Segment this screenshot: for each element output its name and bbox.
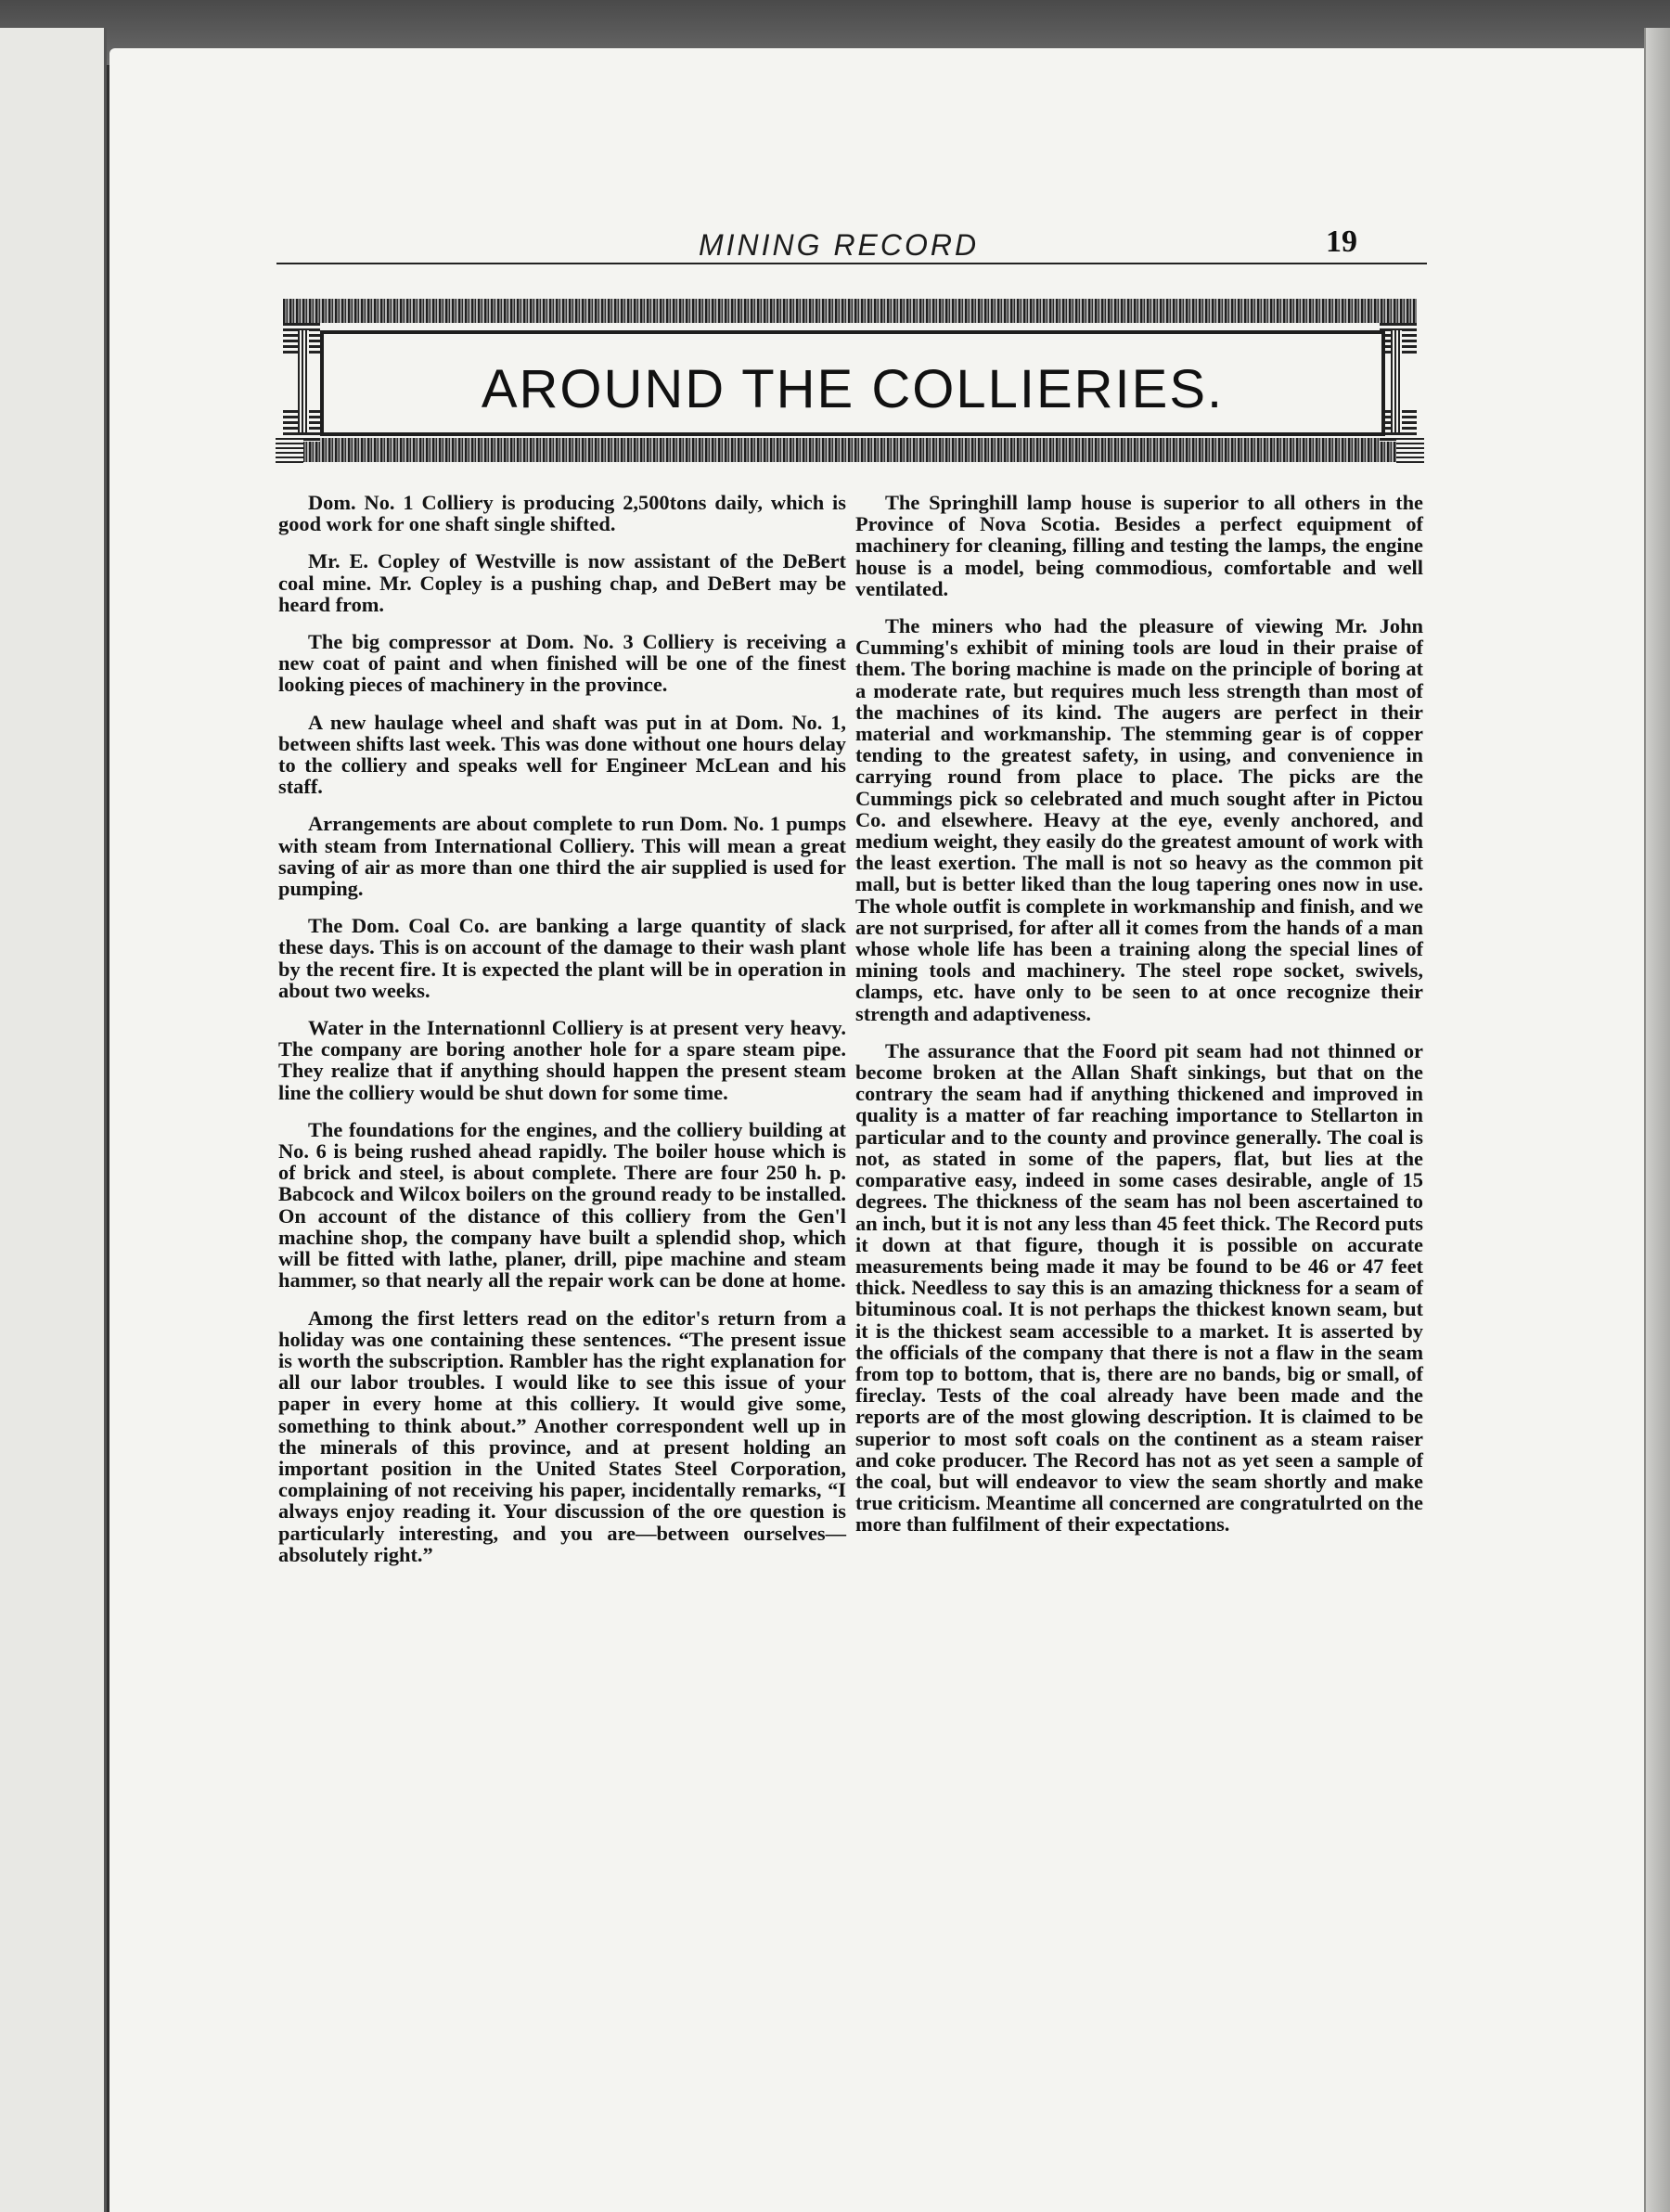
page-stack-edge: [1644, 28, 1670, 2212]
article-paragraph: A new haulage wheel and shaft was put in at Dom. No. 1, between shifts last week. This was done without one hours delay to the colliery and speaks well for Engineer McLean and his staff.: [278, 710, 846, 799]
banner-ornament: [276, 438, 303, 466]
banner-side-ornament: [1391, 330, 1402, 432]
header-rule: [276, 263, 1427, 264]
article-paragraph: The miners who had the pleasure of viewing Mr. John Cumming's exhibit of mining tools are loud in their praise of them. The boring machine is made on the principle of boring at a moderate rate, but requires much less strength than most of the machines of its kind. The augers are perfect in their material and workmanship. The stemming gear is of copper tending to the greatest safety, in using, and convenience in carrying round from place to place. The picks are the Cummings pick so celebrated and much sought after in Pictou Co. and elsewhere. Heavy at the eye, evenly anchored, and medium weight, they easily do the greatest amount of work with the least exertion. The mall is not so heavy as the common pit mall, but is better liked than the loug tapering ones now in use. The whole outfit is complete in workmanship and finish, and we are not surprised, for after all it comes from the hands of a man whose whole life has been a training along the special lines of mining tools and machinery. The steel rope socket, swivels, clamps, etc. have only to be seen to at once recognize their strength and adaptiveness.: [855, 614, 1423, 1025]
publication-title: MINING RECORD: [699, 228, 980, 262]
article-paragraph: Water in the Internationnl Colliery is at present very heavy. The company are boring another hole for a spare steam pipe. They realize that if anything should happen the present steam line the colliery would be shut down for some time.: [278, 1016, 846, 1104]
banner-top-bar: [283, 299, 1417, 323]
banner-bottom-bar: [283, 438, 1417, 462]
right-column: [855, 492, 1423, 1551]
article-paragraph: The assurance that the Foord pit seam had not thinned or become broken at the Allan Shaft sinkings, but that on the contrary the seam had if anything thickened and improved in quality is a matter of far reaching importance to Stellarton in particular and to the county and province generally. The coal is not, as stated in some of the papers, flat, but lies at the comparative easy, indeed in some cases desirable, angle of 15 degrees. The thickness of the seam has nol been ascertained to an inch, but it is not any less than 45 feet thick. The Record puts it down at that figure, though it is possible on accurate measurements being made it may be found to be 46 or 47 feet thick. Needless to say this is an amazing thickness for a seam of bituminous coal. It is not perhaps the thickest known seam, but it is the thickest seam accessible to a market. It is asserted by the officials of the company that there is not a flaw in the seam from top to bottom, that is, there are no bands, big or small, of fireclay. Tests of the coal already have been made and the reports are of the most glowing description. It is claimed to be superior to most soft coals on the continent as a steam raiser and coke producer. The Record has not as yet seen a sample of the coal, but will endeavor to view the seam shortly and make true criticism. Meantime all concerned are congratulrted on the more than fulfilment of their expectations.: [855, 1038, 1423, 1537]
article-paragraph: The Springhill lamp house is superior to all others in the Province of Nova Scotia. Besides a perfect equipment of machinery for cleaning, filling and testing the lamps, the engine house is a model, being commodious, comfortable and well ventilated.: [855, 491, 1423, 600]
article-paragraph: Dom. No. 1 Colliery is producing 2,500tons daily, which is good work for one shaft single shifted.: [278, 491, 846, 536]
section-banner: [283, 299, 1417, 470]
running-header: [276, 225, 1427, 265]
article-paragraph: Among the first letters read on the editor's return from a holiday was one containing these sentences. “The present issue is worth the subscription. Rambler has the right explanation for all our labor troubles. I would like to see this issue of your paper in every home at this colliery. It would give some, something to think about.” Another correspondent well up in the minerals of this province, and at present holding an important position in the United States Steel Corporation, complaining of not receiving his paper, incidentally remarks, “I always enjoy reading it. Your discussion of the ore question is particularly interesting, and you are—between ourselves—absolutely right.”: [278, 1305, 846, 1566]
page-number: 19: [1326, 225, 1357, 259]
previous-page-edge: [0, 28, 107, 2212]
article-paragraph: Arrangements are about complete to run Dom. No. 1 pumps with steam from International Colliery. This will mean a great saving of air as more than one third the air supplied is used for pumping.: [278, 812, 846, 901]
banner-side-ornament: [298, 330, 309, 432]
article-paragraph: The big compressor at Dom. No. 3 Colliery is receiving a new coat of paint and when finished will be one of the finest looking pieces of machinery in the province.: [278, 630, 846, 697]
article-paragraph: Mr. E. Copley of Westville is now assistant of the DeBert coal mine. Mr. Copley is a pushing chap, and DeBert may be heard from.: [278, 549, 846, 616]
article-paragraph: The Dom. Coal Co. are banking a large quantity of slack these days. This is on account of the damage to their wash plant by the recent fire. It is expected the plant will be in operation in about two weeks.: [278, 914, 846, 1002]
article-paragraph: The foundations for the engines, and the colliery building at No. 6 is being rushed ahead rapidly. The boiler house which is of brick and steel, is about complete. There are four 250 h. p. Babcock and Wilcox boilers on the ground ready to be installed. On account of the distance of this colliery from the Gen'l machine shop, the company have built a splendid shop, which will be fitted with lathe, planer, drill, pipe machine and steam hammer, so that nearly all the repair work can be done at home.: [278, 1117, 846, 1292]
banner-ornament: [1396, 438, 1424, 466]
banner-frame: [320, 330, 1385, 436]
section-title: AROUND THE COLLIERIES.: [481, 359, 1225, 419]
left-column: [278, 492, 846, 1581]
